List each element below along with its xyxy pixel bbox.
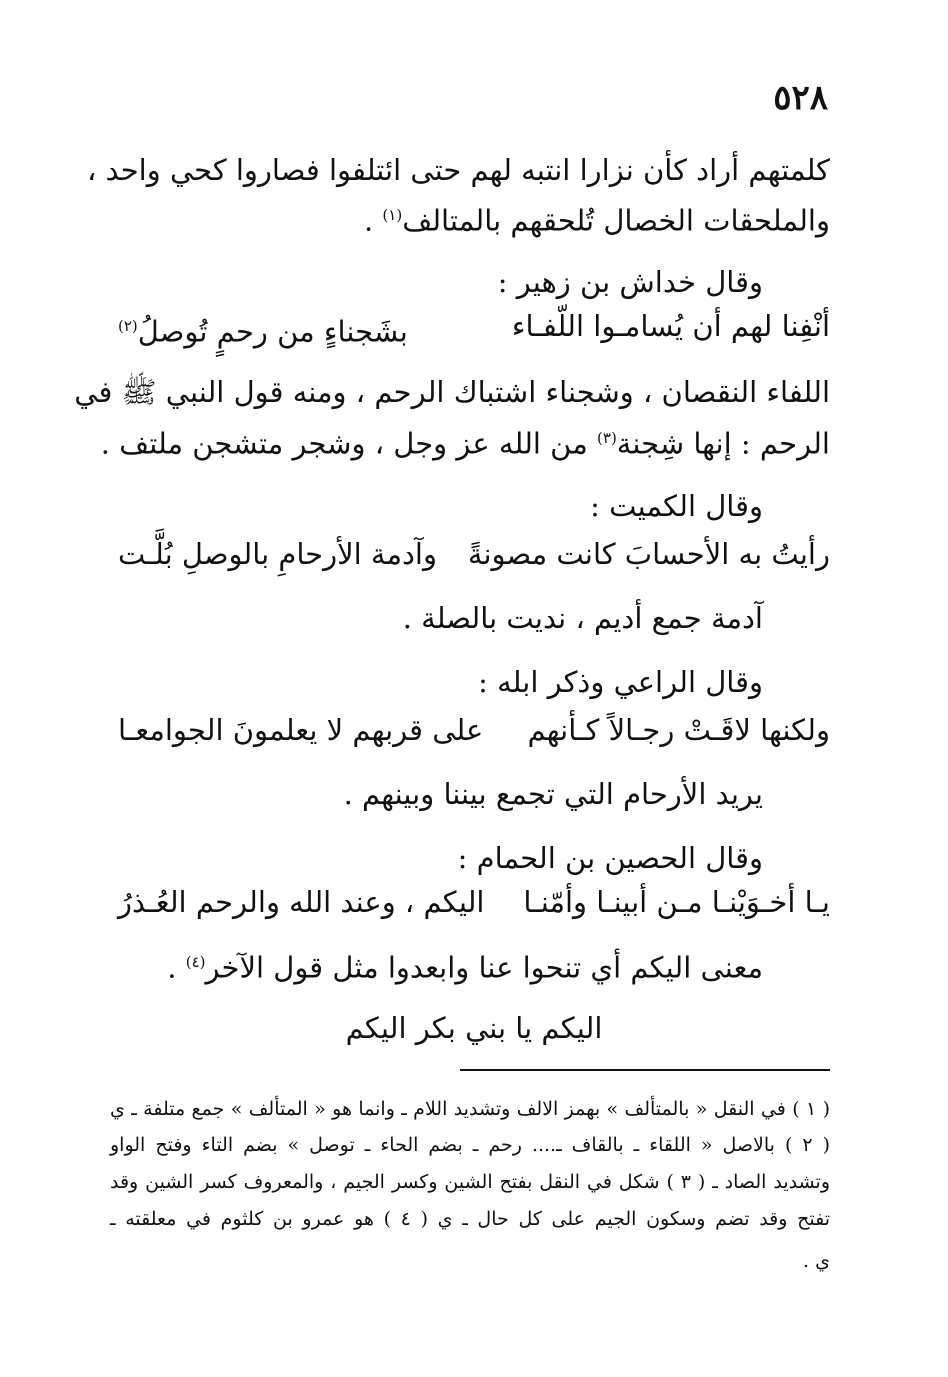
body-line-5: اللفاء النقصان ، وشجناء اشتباك الرحم ، ومنه قول النبي ﷺ في [74,375,830,409]
footnote-line-2: ( ٢ ) بالاصل « اللقاء ـ بالقاف ـ.... رحم ـ بضم الحاء ـ توصل » بضم التاء وفتح الواو [110,1134,831,1156]
verse-4-first-hemistich: يـا أخـوَيْنـا مـن أبينـا وأمّنـا [523,885,830,919]
body-line-15-text: معنى اليكم أي تنحوا عنا وابعدوا مثل قول الآخر [205,950,763,985]
verse-1-first-hemistich: أنْفِنا لهم أن يُسامـوا اللّفـاء [511,309,830,343]
verse-3 [118,710,830,750]
footnote-ref-2: (٢) [118,317,138,335]
body-line-6 [100,418,830,464]
body-line-15-end: . [167,950,186,985]
body-line-15 [112,942,763,988]
verse-1-second-hemistich [118,306,408,352]
poet-intro-1: وقال خداش بن زهير : [497,265,763,299]
footnote-ref-1: (١) [382,206,403,224]
footnote-ref-3: (٣) [597,429,617,447]
body-line-12: يريد الأرحام التي تجمع بيننا وبينهم . [343,777,763,811]
verse-2-first-hemistich: رأيتُ به الأحسابَ كانت مصونةً [467,537,830,571]
poet-intro-3: وقال الراعي وذكر ابله : [478,665,763,699]
verse-4 [118,882,830,922]
footnote-line-4: تفتح وقد تضم وسكون الجيم على كل حال ـ ي ( ٤ ) هو عمرو بن كلثوم في معلقته ـ [110,1208,830,1230]
verse-2 [118,534,830,574]
body-line-9: آدمة جمع أديم ، نديت بالصلة . [402,601,763,635]
body-line-6-start: الرحم : إنها شِجنة [616,426,830,461]
verse-1 [118,306,830,352]
body-line-2-end: . [363,203,383,238]
footnote-line-1: ( ١ ) في النقل « بالمتألف » بهمز الالف وتشديد اللام ـ وانما هو « المتألف » جمع متلفة ـ ي [110,1098,831,1120]
body-line-6-rest: من الله عز وجل ، وشجر متشجن ملتف . [100,426,598,461]
verse-4-second-hemistich: اليكم ، وعند الله والرحم العُـذرُ [118,885,485,919]
footnote-line-3: وتشديد الصاد ـ ( ٣ ) شكل في النقل بفتح الشين وكسر الجيم ، والمعروف كسر الشين وقد [110,1171,830,1193]
body-line-1: كلمتهم أراد كأن نزارا انتبه لهم حتى ائتلفوا فصاروا كحي واحد ، [86,153,830,187]
verse-3-first-hemistich: ولكنها لاقَـتْ رجـالاً كـأنهم [527,713,830,747]
footnote-separator [460,1069,830,1071]
footnote-line-5: ي . [803,1250,830,1272]
body-line-2 [112,195,830,241]
body-line-2-text: والملحقات الخصال تُلحقهم بالمتالف [402,203,830,238]
verse-3-second-hemistich: على قربهم لا يعلمونَ الجوامعـا [118,713,484,747]
poet-intro-4: وقال الحصين بن الحمام : [457,841,763,875]
quoted-verse: اليكم يا بني بكر اليكم [345,1011,603,1045]
poet-intro-2: وقال الكميت : [590,489,763,523]
verse-1-second-text: بشَجناءٍ من رحمٍ تُوصلُ [137,314,408,349]
verse-2-second-hemistich: وآدمة الأرحامِ بالوصلِ بُلَّـت [118,537,437,571]
footnote-ref-4: (٤) [185,953,206,971]
page-number: ٥٢٨ [773,78,828,118]
